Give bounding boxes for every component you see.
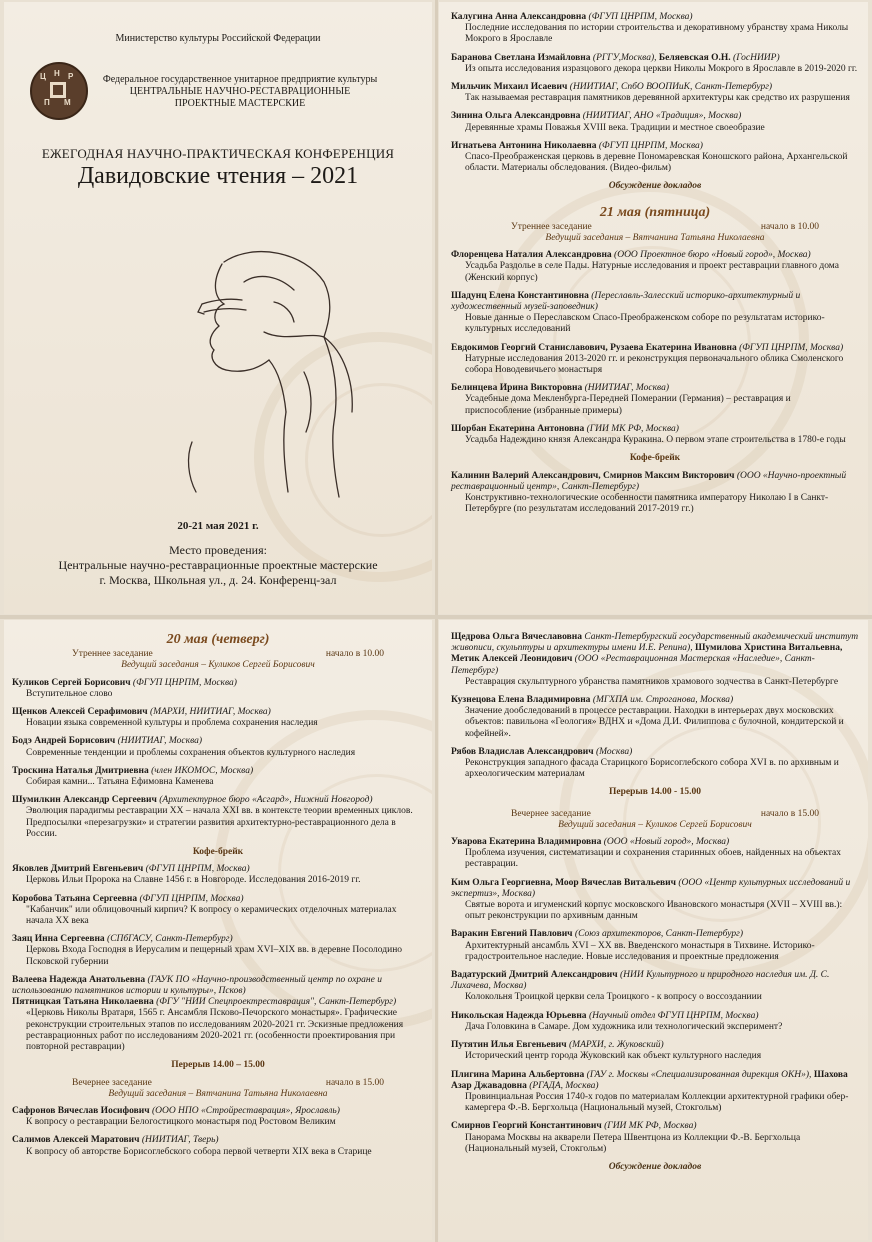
talk-title: Панорама Москвы на акварели Петера Швентцона из Коллекции Ф.-В. Бергхольца (Национальный музей, Стокгольм) xyxy=(465,1132,801,1154)
talk-affiliation: (НИИ Культурного и природного наследия им. Д. С. Лихачева, Москва) xyxy=(451,970,830,992)
talk-affiliation: (ФГУП ЦНРПМ, Москва) xyxy=(132,677,237,688)
talk-title: «Церковь Николы Вратаря, 1565 г. Ансамбля Псково-Печорского монастыря». Графические реконструкции строительных этапов по исследованиям 2020-2021 гг. Эскизные предложения реставрационных работ по исследованиям 2020-2021 гг. (особенности проектирования при повторной реставрации) xyxy=(26,1008,404,1053)
talk-affiliation: (НИИТИАГ, Тверь) xyxy=(141,1135,219,1146)
talk-item xyxy=(451,343,859,377)
talk-title: Колокольня Троицкой церкви села Троицкого - к вопросу о воссозданиии xyxy=(465,992,762,1003)
talk-title: Собирая камни... Татьяна Ефимовна Каменева xyxy=(26,777,214,788)
org-line-2: ЦЕНТРАЛЬНЫЕ НАУЧНО-РЕСТАВРАЦИОННЫЕ xyxy=(129,86,351,97)
talk-title: Натурные исследования 2013-2020 гг. и реконструкция первоначального облика Смоленского собора Новодевичьего монастыря xyxy=(465,353,844,376)
session-name: Вечернее заседание xyxy=(511,808,591,819)
venue xyxy=(4,543,432,588)
org-line-1: Федеральное государственное унитарное предприятие культуры xyxy=(102,74,378,85)
talk-title: Спасо-Преображенская церковь в деревне Пономаревская Коношского района, Архангельской области. Материалы обследования. (Видео-фильм) xyxy=(465,152,848,174)
talk-coauthor-affiliation: (ГосНИИР) xyxy=(733,52,780,63)
talk-affiliation: (ГИИ МК РФ, Москва) xyxy=(586,423,679,434)
talk-author: Валеева Надежда Анатольевна xyxy=(12,974,146,985)
talk-title: Деревянные храмы Поважья XVIII века. Традиции и местное своеобразие xyxy=(465,122,765,133)
talk-affiliation: (ФГУП ЦНРПМ, Москва) xyxy=(145,864,250,875)
talk-title: Новации языка современной культуры и проблема сохранения наследия xyxy=(26,718,318,729)
talk-item xyxy=(12,864,424,886)
venue-org: Центральные научно-реставрационные проектные мастерские xyxy=(58,558,378,572)
conference-dates: 20-21 мая 2021 г. xyxy=(177,520,259,532)
lunch-break-label: Перерыв 14.00 - 15.00 xyxy=(609,787,701,798)
talk-item xyxy=(451,111,859,133)
tsnrpm-logo: Ц Н Р П М xyxy=(30,62,88,120)
talk-title: Дача Головкина в Самаре. Дом художника или технологический эксперимент? xyxy=(465,1021,783,1032)
organization-name xyxy=(90,74,390,110)
talk-author: Кузнецова Елена Владимировна xyxy=(451,695,591,706)
session-line xyxy=(12,649,424,660)
talk-item xyxy=(451,632,859,688)
talk-item xyxy=(451,1070,859,1115)
talk-item xyxy=(451,383,859,417)
talk-item xyxy=(451,695,859,740)
session-line xyxy=(451,809,859,820)
chair-name: Вятчанина Татьяна Николаевна xyxy=(632,233,765,244)
session-start: начало в 10.00 xyxy=(325,649,384,660)
day-heading: 20 мая (четверг) xyxy=(166,632,270,647)
talk-author: Баранова Светлана Измайловна xyxy=(451,52,591,63)
talk-affiliation: (ООО НПО «Стройреставрация», Ярославль) xyxy=(151,1105,340,1116)
talk-author: Коробова Татьяна Сергеевна xyxy=(12,893,138,904)
talk-affiliation: (НИИТИАГ, Москва) xyxy=(584,383,669,394)
talk-author: Калинин Валерий Александрович, Смирнов Максим Викторович xyxy=(451,470,735,481)
session-name: Утреннее заседание xyxy=(72,649,153,660)
talk-author: Вадатурский Дмитрий Александрович xyxy=(451,970,618,981)
coffee-break-label: Кофе-брейк xyxy=(629,453,681,464)
talk-coauthor: Шумилова Христина Витальевна, Метик Алексей Леонидович xyxy=(451,643,843,665)
talk-item xyxy=(451,471,859,516)
chair-label: Ведущий заседания – xyxy=(121,660,206,671)
talk-item xyxy=(451,1040,859,1062)
talk-title: Так называемая реставрация памятников деревянной архитектуры как средство их разрушения xyxy=(465,93,850,104)
venue-address: г. Москва, Школьная ул., д. 24. Конференц-зал xyxy=(99,573,337,587)
talk-author: Варакин Евгений Павлович xyxy=(451,929,573,940)
talk-affiliation: Санкт-Петербургский государственный академический институт живописи, скульптуры и архитектуры имени И.Е. Репина), xyxy=(451,632,859,654)
talk-item xyxy=(12,736,424,758)
talk-item xyxy=(12,894,424,928)
talk-title: Архитектурный ансамбль XVI – XX вв. Введенского монастыря в Тихвине. Историко-градостроительное наследие. Новые исследования и проектные предложения xyxy=(465,940,815,962)
chair-name: Вятчанина Татьяна Николаевна xyxy=(195,1088,328,1099)
talk-author: Флоренцева Наталия Александровна xyxy=(451,250,612,261)
talk-affiliation: (СПбГАСУ, Санкт-Петербург) xyxy=(107,934,233,945)
portrait-sketch xyxy=(184,242,374,502)
venue-label: Место проведения: xyxy=(169,543,267,557)
conference-type: ЕЖЕГОДНАЯ НАУЧНО-ПРАКТИЧЕСКАЯ КОНФЕРЕНЦИЯ xyxy=(41,146,395,161)
talk-coauthor: Шахова Азар Джавадовна xyxy=(451,1069,848,1091)
talk-title: Эволюция парадигмы реставрации XX – начала XXI вв. в контексте теории временных циклов. Предпосылки «перезагрузки» и стратегии развития архитектурно-реставрационного дела в России. xyxy=(26,806,413,839)
talk-item xyxy=(12,975,424,997)
talk-item xyxy=(12,1135,424,1157)
talk-item xyxy=(451,878,859,923)
talk-title: Провинциальная Россия 1740-х годов по материалам Коллекции архитектурной графики обер-камергера Ф.-В. Бергхольца (Национальный музей, Стокгольм) xyxy=(465,1091,849,1114)
talk-coauthor-affiliation: (ООО «Реставрационная Мастерская «Наследие», Санкт-Петербург) xyxy=(451,654,815,676)
talk-item xyxy=(451,141,859,175)
coffee-break-label: Кофе-брейк xyxy=(192,847,244,858)
talk-author: Мильчик Михаил Исаевич xyxy=(451,82,568,93)
talk-title: Новые данные о Переславском Спасо-Преображенском соборе по результатам историко-культурных исследований xyxy=(465,313,825,335)
talk-title: Из опыта исследования изразцового декора церкви Николы Мокрого в Ярославле в 2019-2020 гг. xyxy=(465,63,858,74)
session-start: начало в 10.00 xyxy=(760,221,819,232)
talk-author: Щедрова Ольга Вячеславовна xyxy=(451,632,582,642)
talk-affiliation: (ФГУП ЦНРПМ, Москва) xyxy=(598,140,703,151)
talk-title: Святые ворота и игуменский корпус московского Ивановского монастыря (XVII – XVIII вв.): опыт реконструкции по архивным данным xyxy=(465,900,843,922)
talk-author: Игнатьева Антонина Николаевна xyxy=(451,140,597,151)
talk-title: Современные тенденции и проблемы сохранения объектов культурного наследия xyxy=(26,747,356,758)
talk-title: Последние исследования по истории строительства и декоративному убранству храма Николы Мокрого в Ярославле xyxy=(465,23,849,45)
cover-panel xyxy=(4,2,432,614)
talk-author: Пятницкая Татьяна Николаевна xyxy=(12,997,154,1008)
talk-affiliation: (Научный отдел ФГУП ЦНРПМ, Москва) xyxy=(588,1010,759,1021)
program-panel-3 xyxy=(4,620,432,1240)
talk-author: Шорбан Екатерина Антоновна xyxy=(451,423,585,434)
talk-item xyxy=(12,707,424,729)
talk-author: Щенков Алексей Серафимович xyxy=(12,707,148,718)
talk-coauthor: Беляевская О.Н. xyxy=(658,52,731,63)
talk-affiliation: (ГАУ г. Москвы «Специализированная дирекция ОКН»), xyxy=(586,1069,812,1080)
talk-item xyxy=(451,291,859,336)
ministry-line: Министерство культуры Российской Федерации xyxy=(115,33,321,44)
talk-title: Реконструкция западного фасада Старицкого Борисоглебского собора XVI в. по архивным и археологическим материалам xyxy=(465,758,839,780)
talk-affiliation: (ООО «Центр культурных исследований и экспертиз», Москва) xyxy=(451,877,851,899)
session-line xyxy=(451,222,859,233)
talk-item xyxy=(451,250,859,284)
talk-item xyxy=(451,53,859,75)
talk-author: Шадунц Елена Константиновна xyxy=(451,290,589,301)
discussion-label: Обсуждение докладов xyxy=(608,1161,702,1172)
talk-item xyxy=(451,747,859,781)
org-line-3: ПРОЕКТНЫЕ МАСТЕРСКИЕ xyxy=(174,98,306,109)
talk-author: Бодэ Андрей Борисович xyxy=(12,736,116,747)
talk-title: Усадьба Надеждино князя Александра Куракина. О первом этапе строительства в 1780-е годы xyxy=(465,435,846,446)
talk-author: Куликов Сергей Борисович xyxy=(12,677,131,688)
day-heading: 21 мая (пятница) xyxy=(599,204,711,220)
talk-affiliation: (Москва) xyxy=(595,746,633,757)
session-chair xyxy=(451,233,859,244)
talk-affiliation: (ООО «Научно-проектный реставрационный центр», Санкт-Петербург) xyxy=(451,470,847,492)
talk-affiliation: (ГАУК ПО «Научно-производственный центр по охране и использованию памятников истории и культуры», Псков) xyxy=(12,974,382,997)
talk-affiliation: (РГГУ,Москва), xyxy=(592,52,657,63)
talk-author: Уварова Екатерина Владимировна xyxy=(451,837,602,848)
talk-item xyxy=(451,424,859,446)
talk-item xyxy=(12,934,424,968)
talk-item xyxy=(451,12,859,46)
talk-author: Белинцева Ирина Викторовна xyxy=(451,383,583,394)
talk-affiliation: (НИИТИАГ, Москва) xyxy=(117,736,203,747)
talk-affiliation: (Переславль-Залесский историко-архитектурный и художественный музей-заповедник) xyxy=(451,290,801,313)
talk-item xyxy=(12,795,424,840)
talk-title: Церковь Ильи Пророка на Славне 1456 г. в Новгороде. Исследования 2016-2019 гг. xyxy=(26,875,361,886)
talk-affiliation: (ООО «Новый город», Москва) xyxy=(603,837,730,848)
talk-affiliation: (ООО Проектное бюро «Новый город», Москва) xyxy=(614,250,811,261)
talk-title: Церковь Входа Господня в Иерусалим и пещерный храм XVI–XIX вв. в деревне Посолодино Псковской губернии xyxy=(26,945,403,967)
talk-item xyxy=(12,766,424,788)
talk-affiliation: (НИИТИАГ, АНО «Традиция», Москва) xyxy=(582,111,742,122)
talk-affiliation: (ФГУП ЦНРПМ, Москва) xyxy=(139,893,244,904)
talk-affiliation: (ФГУ "НИИ Спецпроектреставрация", Санкт-Петербург) xyxy=(156,997,397,1008)
conference-name: Давидовские чтения – 2021 xyxy=(77,163,359,189)
talk-author: Калугина Анна Александровна xyxy=(451,12,587,22)
talk-item xyxy=(12,1106,424,1128)
chair-label: Ведущий заседания – xyxy=(558,819,643,830)
talk-author: Салимов Алексей Маратович xyxy=(12,1135,140,1146)
session-start: начало в 15.00 xyxy=(760,808,819,819)
talk-item xyxy=(451,82,859,104)
talk-title: Реставрация скульптурного убранства памятников храмового зодчества в Санкт-Петербурге xyxy=(465,676,839,687)
program-column-2 xyxy=(451,12,859,522)
talk-item xyxy=(12,997,424,1053)
horizontal-fold xyxy=(0,615,872,619)
session-name: Утреннее заседание xyxy=(511,221,592,232)
program-panel-4 xyxy=(439,620,868,1240)
talk-author: Никольская Надежда Юрьевна xyxy=(451,1010,587,1021)
talk-item xyxy=(451,837,859,871)
session-line xyxy=(12,1078,424,1089)
talk-affiliation: (МГХПА им. Строганова, Москва) xyxy=(592,695,734,706)
talk-title: Исторический центр города Жуковский как объект культурного наследия xyxy=(465,1051,762,1062)
session-name: Вечернее заседание xyxy=(72,1077,152,1088)
talk-title: "Кабанчик" или облицовочный кирпич? К вопросу о керамических отделочных материалах начала XX века xyxy=(26,904,397,927)
vertical-fold xyxy=(435,0,438,1242)
session-chair xyxy=(12,660,424,671)
talk-author: Путятин Илья Евгеньевич xyxy=(451,1040,567,1051)
talk-title: Вступительное слово xyxy=(26,688,113,699)
program-column-4 xyxy=(451,632,859,1181)
talk-title: Усадебные дома Мекленбурга-Передней Померании (Германия) – реставрация и приспособление (избранные примеры) xyxy=(465,394,791,416)
talk-author: Рябов Владислав Александрович xyxy=(451,746,594,757)
talk-affiliation: (Союз архитекторов, Санкт-Петербург) xyxy=(574,929,744,940)
talk-author: Заяц Инна Сергеевна xyxy=(12,934,105,945)
talk-author: Ким Ольга Георгиевна, Моор Вячеслав Витальевич xyxy=(451,877,676,888)
talk-affiliation: (МАРХИ, НИИТИАГ, Москва) xyxy=(150,707,271,718)
talk-affiliation: (МАРХИ, г. Жуковский) xyxy=(569,1040,664,1051)
session-start: начало в 15.00 xyxy=(325,1077,384,1088)
talk-title: К вопросу об авторстве Борисоглебского собора первой четверти XIX века в Старице xyxy=(26,1146,372,1157)
session-chair xyxy=(12,1089,424,1100)
talk-item xyxy=(12,678,424,700)
talk-affiliation: (ФГУП ЦНРПМ, Москва) xyxy=(739,342,844,353)
talk-author: Зинина Ольга Александровна xyxy=(451,111,581,122)
chair-label: Ведущий заседания – xyxy=(108,1088,194,1099)
talk-item xyxy=(451,970,859,1004)
program-panel-2 xyxy=(439,2,868,614)
chair-name: Куликов Сергей Борисович xyxy=(208,660,315,671)
talk-author: Троскина Наталья Дмитриевна xyxy=(12,765,149,776)
talk-affiliation: (член ИКОМОС, Москва) xyxy=(151,765,254,776)
talk-title: Конструктивно-технологические особенности памятника императору Николаю I в Санкт-Петербурге (по результатам исследований 2017-2019 гг.) xyxy=(465,492,829,515)
talk-item xyxy=(451,929,859,963)
discussion-label: Обсуждение докладов xyxy=(608,181,702,192)
talk-title: К вопросу о реставрации Белогостицкого монастыря под Ростовом Великим xyxy=(26,1117,336,1128)
talk-affiliation: (ГИИ МК РФ, Москва) xyxy=(604,1121,697,1132)
talk-affiliation: (Архитектурное бюро «Асгард», Нижний Новгород) xyxy=(159,795,373,806)
program-column-3 xyxy=(12,634,424,1165)
talk-item xyxy=(451,1121,859,1155)
talk-affiliation: (ФГУП ЦНРПМ, Москва) xyxy=(588,12,693,22)
lunch-break-label: Перерыв 14.00 – 15.00 xyxy=(171,1060,265,1071)
talk-title: Проблема изучения, систематизации и сохранения старинных обоев, найденных на объектах реставрации. xyxy=(465,848,841,870)
talk-author: Яковлев Дмитрий Евгеньевич xyxy=(12,864,144,875)
talk-item xyxy=(451,1011,859,1033)
talk-author: Плигина Марина Альбертовна xyxy=(451,1069,585,1080)
chair-name: Куликов Сергей Борисович xyxy=(645,819,752,830)
talk-title: Усадьба Раздолье в селе Пады. Натурные исследования и проект реставрации главного дома (Женский корпус) xyxy=(465,261,839,283)
talk-author: Смирнов Георгий Константинович xyxy=(451,1121,602,1132)
session-chair xyxy=(451,820,859,831)
talk-author: Сафронов Вячеслав Иосифович xyxy=(12,1105,150,1116)
talk-author: Шумилкин Александр Сергеевич xyxy=(12,795,157,806)
chair-label: Ведущий заседания – xyxy=(545,233,631,244)
talk-coauthor-affiliation: (РГАДА, Москва) xyxy=(529,1080,599,1091)
talk-title: Значение дообследований в процессе реставрации. Находки в интерьерах двух московских объектов: павильона «Геология» ВДНХ и «Дома Д.И. Филиппова с булочной, кондитерской и кофейней». xyxy=(465,706,844,739)
talk-author: Евдокимов Георгий Станиславович, Рузаева Екатерина Ивановна xyxy=(451,342,737,353)
talk-affiliation: (НИИТИАГ, СпбО ВООПИиК, Санкт-Петербург) xyxy=(569,82,773,93)
